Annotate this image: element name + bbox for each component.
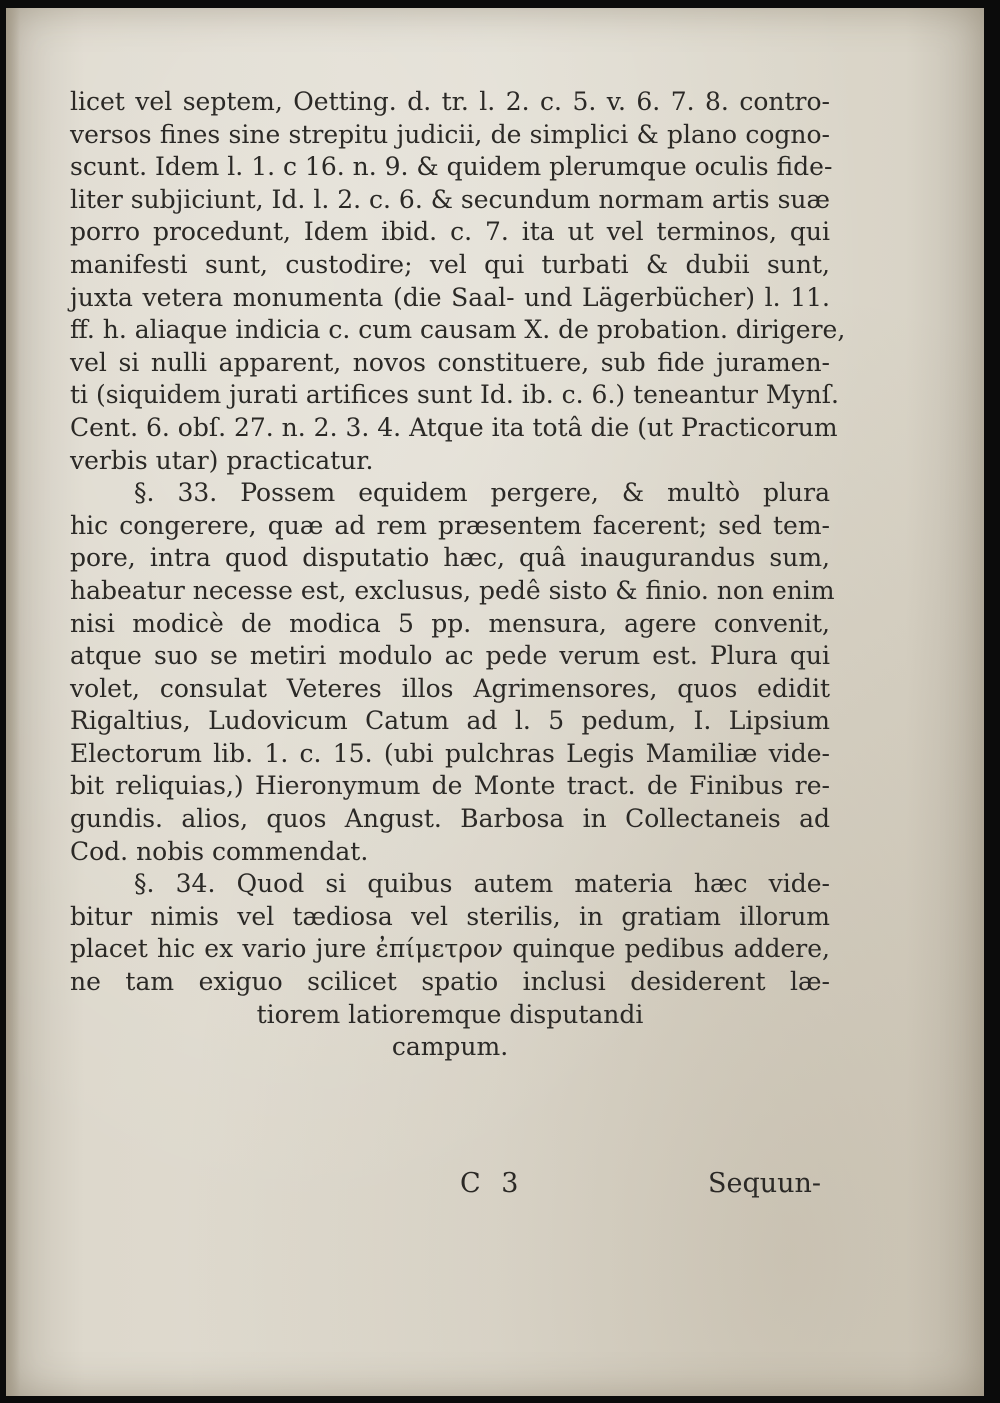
text-line: liter subjiciunt, Id. l. 2. c. 6. & secundum normam artis suæ <box>70 184 830 214</box>
text-line: campum. <box>391 1032 509 1062</box>
text-line: Cent. 6. obſ. 27. n. 2. 3. 4. Atque ita totâ die (ut Practicorum <box>70 412 838 442</box>
text-line: nisi modicè de modica 5 pp. mensura, agere convenit, <box>70 608 830 638</box>
text-line: porro procedunt, Idem ibid. c. 7. ita ut vel terminos, qui <box>70 217 830 247</box>
signature-mark: C 3 <box>460 1168 525 1199</box>
text-line: Cod. nobis commendat. <box>70 836 369 866</box>
text-line: volet, consulat Veteres illos Agrimensores, quos edidit <box>70 673 830 703</box>
text-line: Electorum lib. 1. c. 15. (ubi pulchras Legis Mamiliæ vide- <box>70 738 830 768</box>
text-line: ff. h. aliaque indicia c. cum causam X. de probation. dirigere, <box>70 315 846 345</box>
text-line: pore, intra quod disputatio hæc, quâ inaugurandus sum, <box>70 543 830 573</box>
page-body-text <box>70 86 846 1064</box>
text-line: placet hic ex vario jure ἐπίμετρον quinque pedibus addere, <box>70 934 830 964</box>
text-line: ti (siquidem jurati artifices sunt Id. ib. c. 6.) teneantur Mynſ. <box>70 380 839 410</box>
text-line: versos fines sine strepitu judicii, de simplici & plano cogno- <box>70 119 830 149</box>
text-line: vel si nulli apparent, novos constituere, sub fide juramen- <box>70 347 830 377</box>
book-page <box>6 8 984 1396</box>
text-line: verbis utar) practicatur. <box>70 445 374 475</box>
text-line: bitur nimis vel tædiosa vel sterilis, in gratiam illorum <box>70 901 830 931</box>
text-line: licet vel septem, Oetting. d. tr. l. 2. c. 5. v. 6. 7. 8. contro- <box>70 87 830 116</box>
text-line: scunt. Idem l. 1. c 16. n. 9. & quidem plerumque oculis fide- <box>70 152 833 182</box>
text-line: Rigaltius, Ludovicum Catum ad l. 5 pedum, I. Lipsium <box>70 706 830 736</box>
text-line: gundis. alios, quos Angust. Barbosa in Collectaneis ad <box>70 804 830 834</box>
page-footer <box>6 1168 984 1208</box>
text-line: juxta vetera monumenta (die Saal- und Lägerbücher) l. 11. <box>70 282 830 312</box>
section-heading-33: §. 33. Possem equidem pergere, & multò plura <box>134 478 830 508</box>
text-line: tiorem latioremque disputandi <box>256 999 644 1029</box>
text-line: manifesti sunt, custodire; vel qui turbati & dubii sunt, <box>70 249 830 279</box>
text-line: atque suo se metiri modulo ac pede verum est. Plura qui <box>70 641 830 671</box>
text-line: hic congerere, quæ ad rem præsentem facerent; sed tem- <box>70 510 830 540</box>
catchword: Sequun- <box>708 1168 822 1199</box>
text-line: habeatur necesse est, exclusus, pedê sisto & finio. non enim <box>70 575 835 605</box>
section-heading-34: §. 34. Quod si quibus autem materia hæc vide- <box>134 869 830 899</box>
text-line: ne tam exiguo scilicet spatio inclusi desiderent læ- <box>70 967 830 997</box>
text-line: bit reliquias,) Hieronymum de Monte tract. de Finibus re- <box>70 771 830 801</box>
